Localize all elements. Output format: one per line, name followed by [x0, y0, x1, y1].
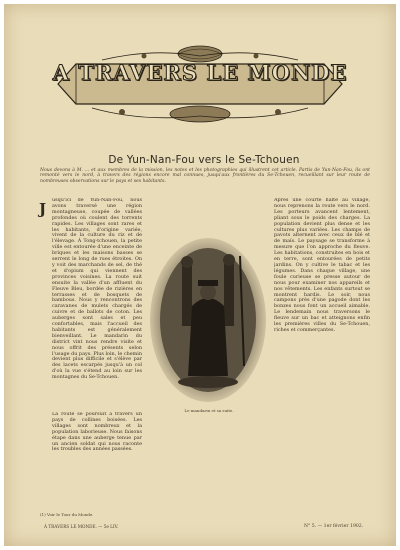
column-right-text: Après une courte halte au village, nous reprenons la route vers le nord. Les porteurs avancent lentement, pliant sous le poids des charges. La population devient plus dense et les cultures plus variées. Les champs de pavots alternent avec ceux de blé et de maïs. Le paysage se transforme à mesure que l'on approche du fleuve. Les habitations, construites en bois et en terre, sont entourées de petits jardins. On y cultive le tabac et les légumes. Dans chaque village, une foule curieuse se presse autour de nous pour examiner nos appareils et nos vêtements. Les enfants surtout se montrent hardis. Le soir, nous campons près d'une pagode dont les bonzes nous font un accueil aimable. Le lendemain nous traversons le fleuve sur un bac et atteignons enfin les premières villes du Se-Tchouen, riches et commerçantes.	[274, 198, 370, 333]
footnote: (1) Voir le Tour du Monde.	[40, 512, 94, 517]
article-title: De Yun-Nan-Fou vers le Se-Tchouen	[108, 154, 300, 166]
masthead-ornament	[52, 44, 348, 126]
drop-cap: J	[39, 200, 47, 218]
footer-left: À TRAVERS LE MONDE. — 5e LIV.	[44, 524, 119, 529]
masthead-title: A TRAVERS LE MONDE	[52, 60, 348, 85]
photo-caption: Le mandarin et sa suite.	[184, 408, 234, 413]
photo-mandarin	[148, 236, 268, 404]
article-intro: Nous devons à M. ... et aux membres de la mission, les notes et les photographies qui illustrent cet article. Partis de Yun-Nan-Fou, ils ont remonté vers le nord, à travers des régions encore mal connues, jusqu'aux frontières du Se-Tchouen, recueillant sur leur route de nombreuses observations sur le pays et ses habitants.	[40, 168, 370, 184]
newspaper-page	[4, 4, 396, 546]
footer-right: N° 5. — 1er février 1902.	[304, 524, 364, 529]
masthead-banner	[52, 44, 348, 126]
column-left-lower-text: La route se poursuit à travers un pays de collines boisées. Les villages sont nombreux et la population laborieuse. Nous faisons étape dans une auberge tenue par un ancien soldat qui nous raconte les troubles des années passées.	[52, 412, 142, 453]
column-left-text: usqu'ici de Yun-Nan-Fou, nous avons traversé une région montagneuse, coupée de vallées profondes où coulent des torrents rapides. Les villages sont rares et les habitants, d'origine variée, vivent de la culture du riz et de l'élevage. À Tong-tchouen, la petite ville est entourée d'une enceinte de briques et les maisons basses se serrent le long de rues étroites. On y voit des marchands de sel, de thé et d'opium qui viennent des provinces voisines. La route suit ensuite la vallée d'un affluent du Fleuve Bleu, bordée de rizières en terrasses et de bosquets de bambous. Nous y rencontrons des caravanes de mulets chargés de cuivre et de ballots de coton. Les auberges sont sales et peu confortables, mais l'accueil des habitants est généralement bienveillant. Le mandarin du district vint nous rendre visite et nous offrit des présents selon l'usage du pays. Plus loin, le chemin devient plus difficile et s'élève par des lacets escarpés jusqu'à un col d'où la vue s'étend au loin sur les montagnes du Se-Tchouen.	[52, 198, 142, 381]
